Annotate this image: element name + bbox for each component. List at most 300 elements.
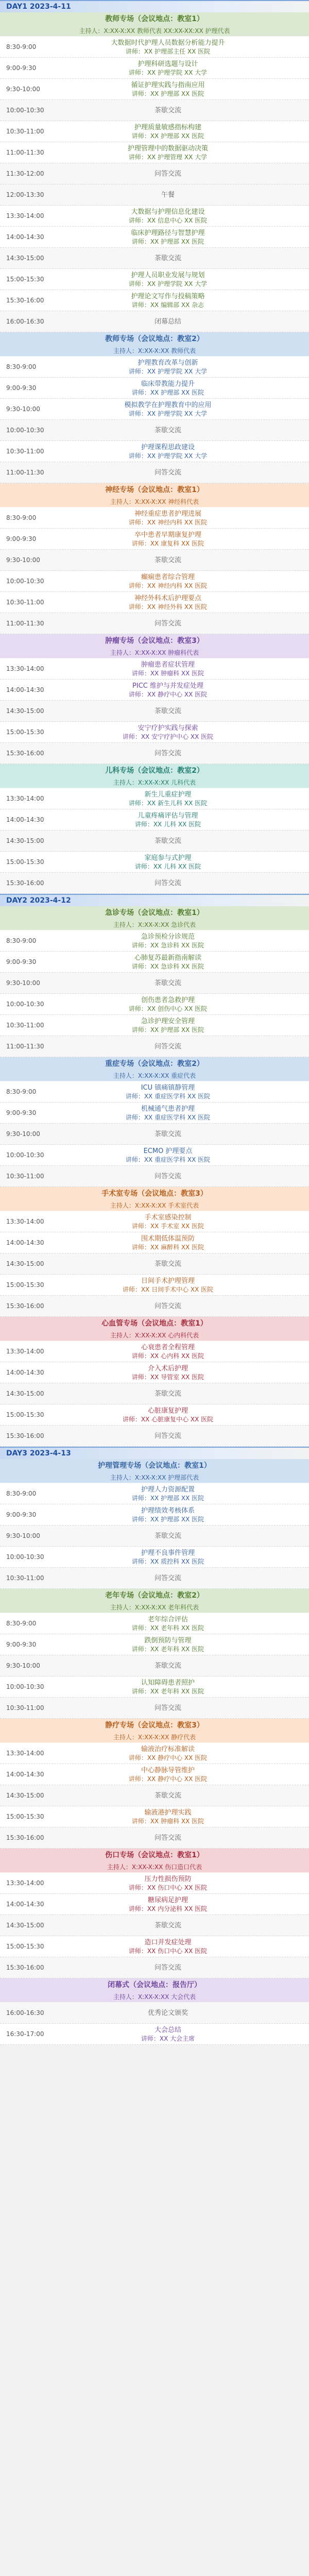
- agenda-topic: 肿瘤患者症状管理: [141, 660, 195, 669]
- agenda-topic: 优秀论文颁奖: [147, 2009, 188, 2017]
- agenda-row: [0, 550, 309, 571]
- agenda-topic: 造口并发症处理: [144, 1938, 192, 1946]
- agenda-speaker: 讲师：XX 护理部 XX 医院: [131, 1494, 204, 1502]
- time-slot: 15:00-15:30: [6, 728, 44, 736]
- agenda-row: [0, 248, 309, 269]
- session-title: 重症专场（会议地点：教室2）: [0, 1057, 309, 1071]
- agenda-row: [0, 37, 309, 58]
- agenda-content: [63, 1213, 309, 1230]
- agenda-content: [63, 619, 309, 628]
- agenda-speaker: 讲师：XX 护理部 XX 医院: [131, 1026, 204, 1033]
- agenda-topic: 问答交流: [154, 468, 181, 477]
- agenda-row: [0, 163, 309, 184]
- time-slot: 10:00-10:30: [6, 1001, 44, 1008]
- agenda-speaker: 讲师：XX 护理部 XX 医院: [131, 238, 204, 245]
- time-slot: 9:30-10:00: [6, 979, 40, 987]
- agenda-row: [0, 701, 309, 722]
- agenda-content: [63, 229, 309, 246]
- agenda-topic: 茶歇交流: [154, 426, 181, 434]
- agenda-row: [0, 79, 309, 100]
- time-slot: 14:00-14:30: [6, 816, 44, 823]
- agenda-topic: 问答交流: [154, 1432, 181, 1440]
- agenda-content: [63, 933, 309, 950]
- agenda-row: [0, 1036, 309, 1057]
- agenda-topic: 问答交流: [154, 1574, 181, 1582]
- agenda-topic: 问答交流: [154, 1172, 181, 1180]
- agenda-topic: 问答交流: [154, 1704, 181, 1712]
- agenda-topic: 茶歇交流: [154, 1260, 181, 1268]
- agenda-row: [0, 1124, 309, 1145]
- day-header: DAY2 2023-4-12: [0, 894, 309, 906]
- agenda-content: [63, 1506, 309, 1523]
- agenda-row: [0, 1145, 309, 1166]
- agenda-content: [63, 1172, 309, 1181]
- agenda-topic: 问答交流: [154, 879, 181, 887]
- agenda-speaker: 讲师：XX 护理管理 XX 大学: [128, 153, 208, 161]
- session-title: 教师专场（会议地点：教室1）: [0, 12, 309, 26]
- agenda-topic: 护理人力资源配置: [141, 1485, 195, 1494]
- agenda-topic: ICU 镇痛镇静管理: [141, 1083, 195, 1092]
- session-host: 主持人：X:XX-X:XX 教师代表: [0, 346, 309, 357]
- time-slot: 10:30-11:00: [6, 1173, 44, 1180]
- agenda-content: [63, 1808, 309, 1825]
- time-slot: 8:30-9:00: [6, 514, 37, 521]
- time-slot: 10:00-10:30: [6, 1683, 44, 1690]
- agenda-row: [0, 1296, 309, 1317]
- time-slot: 8:30-9:00: [6, 937, 37, 944]
- agenda-speaker: 讲师：XX 神经内科 XX 医院: [128, 582, 208, 589]
- agenda-content: [63, 359, 309, 376]
- agenda-speaker: 讲师：XX 导管室 XX 医院: [131, 1373, 204, 1381]
- agenda-row: [0, 1634, 309, 1655]
- agenda-topic: 茶歇交流: [154, 1130, 181, 1138]
- agenda-speaker: 讲师：XX 重症医学科 XX 医院: [125, 1092, 211, 1100]
- agenda-topic: 介入术后护理: [147, 1364, 188, 1372]
- agenda-row: [0, 1698, 309, 1719]
- agenda-row: [0, 1568, 309, 1589]
- agenda-row: [0, 831, 309, 852]
- time-slot: 9:00-9:30: [6, 958, 37, 965]
- agenda-speaker: 讲师：XX 急诊科 XX 医院: [131, 941, 204, 949]
- agenda-row: [0, 121, 309, 142]
- time-slot: 14:30-15:00: [6, 1260, 44, 1267]
- session-title: 手术室专场（会议地点：教室3）: [0, 1187, 309, 1200]
- time-slot: 11:00-11:30: [6, 620, 44, 627]
- agenda-topic: 护理人员职业发展与规划: [131, 271, 205, 279]
- agenda-topic: 问答交流: [154, 1042, 181, 1050]
- session-host: 主持人：X:XX-X:XX 重症代表: [0, 1071, 309, 1081]
- agenda-speaker: 讲师：XX 护理部 XX 医院: [131, 1515, 204, 1523]
- day-header: DAY3 2023-4-13: [0, 1447, 309, 1459]
- agenda-content: [63, 317, 309, 326]
- agenda-content: [63, 1406, 309, 1423]
- agenda-topic: 心脏康复护理: [147, 1406, 188, 1415]
- session-title: 护理管理专场（会议地点：教室1）: [0, 1459, 309, 1472]
- time-slot: 13:30-14:00: [6, 1348, 44, 1355]
- agenda-speaker: 讲师：XX 康复科 XX 医院: [131, 539, 204, 547]
- agenda-content: [63, 1549, 309, 1566]
- agenda-topic: 安宁疗护实践与探索: [138, 724, 198, 732]
- time-slot: 11:00-11:30: [6, 149, 44, 156]
- agenda-content: [63, 1704, 309, 1713]
- time-slot: 13:30-14:00: [6, 795, 44, 802]
- time-slot: 13:30-14:00: [6, 1750, 44, 1757]
- agenda-topic: 护理绩效考核体系: [141, 1506, 195, 1515]
- agenda-speaker: 讲师：XX 伤口中心 XX 医院: [128, 1884, 208, 1891]
- agenda-topic: 护理课程思政建设: [141, 443, 195, 451]
- agenda-speaker: 讲师：XX 神经内科 XX 医院: [128, 518, 208, 526]
- agenda-row: [0, 1526, 309, 1547]
- agenda-content: [63, 1343, 309, 1360]
- agenda-row: [0, 1211, 309, 1232]
- agenda-topic: 新生儿重症护理: [144, 790, 192, 799]
- agenda-speaker: 讲师：XX 护理学院 XX 大学: [128, 280, 208, 287]
- session-host: 主持人：X:XX-X:XX 急诊代表: [0, 920, 309, 930]
- agenda-topic: 闭幕总结: [154, 317, 181, 326]
- agenda-content: [63, 426, 309, 435]
- agenda-speaker: 讲师：XX 重症医学科 XX 医院: [125, 1113, 211, 1121]
- session-host: 主持人：X:XX-X:XX 肿瘤科代表: [0, 648, 309, 658]
- time-slot: 15:30-16:00: [6, 750, 44, 757]
- agenda-topic: 问答交流: [154, 1834, 181, 1842]
- agenda-speaker: 讲师：XX 老年科 XX 医院: [131, 1624, 204, 1632]
- agenda-speaker: 讲师：XX 儿科 XX 医院: [134, 862, 201, 870]
- agenda-content: [63, 1147, 309, 1164]
- agenda-row: [0, 994, 309, 1015]
- agenda-row: [0, 1957, 309, 1978]
- agenda-row: [0, 1383, 309, 1404]
- agenda-content: [63, 1485, 309, 1502]
- agenda-topic: 认知障碍患者照护: [141, 1679, 195, 1687]
- agenda-content: [63, 1277, 309, 1294]
- agenda-topic: 老年综合评估: [147, 1615, 188, 1623]
- agenda-row: [0, 1936, 309, 1957]
- time-slot: 14:00-14:30: [6, 686, 44, 693]
- agenda-topic: 家庭参与式护理: [144, 854, 192, 862]
- agenda-speaker: 讲师：XX 护理部 XX 医院: [131, 90, 204, 97]
- agenda-topic: 输液港护理实践: [144, 1808, 192, 1817]
- agenda-topic: 茶歇交流: [154, 556, 181, 564]
- time-slot: 10:30-11:00: [6, 128, 44, 135]
- agenda-topic: PICC 维护与并发症处理: [132, 682, 203, 690]
- agenda-content: [63, 208, 309, 225]
- agenda-topic: 大数据时代护理人员数据分析能力提升: [111, 39, 225, 47]
- time-slot: 9:30-10:00: [6, 556, 40, 564]
- agenda-content: [63, 837, 309, 845]
- time-slot: 11:00-11:30: [6, 1043, 44, 1050]
- agenda-content: [63, 1921, 309, 1930]
- agenda-speaker: 讲师：XX 日间手术中心 XX 医院: [122, 1285, 214, 1293]
- time-slot: 8:30-9:00: [6, 1620, 37, 1627]
- agenda-row: [0, 1743, 309, 1764]
- agenda-content: [63, 2026, 309, 2043]
- agenda-row: [0, 1404, 309, 1426]
- time-slot: 15:00-15:30: [6, 1411, 44, 1418]
- agenda-row: [0, 1655, 309, 1676]
- agenda-topic: 茶歇交流: [154, 707, 181, 715]
- agenda-topic: 模拟教学在护理教育中的应用: [124, 401, 212, 409]
- agenda-row: [0, 1103, 309, 1124]
- agenda-content: [63, 573, 309, 590]
- time-slot: 14:00-14:30: [6, 1771, 44, 1778]
- session-host: 主持人：X:XX-X:XX 手术室代表: [0, 1200, 309, 1211]
- agenda-row: [0, 441, 309, 462]
- agenda-row: [0, 142, 309, 163]
- agenda-content: [63, 123, 309, 140]
- agenda-topic: 癫痫患者综合管理: [141, 573, 195, 581]
- agenda-content: [63, 170, 309, 178]
- agenda-topic: 茶歇交流: [154, 1921, 181, 1929]
- agenda-content: [63, 1615, 309, 1632]
- agenda-topic: 心衰患者全程管理: [141, 1343, 195, 1351]
- agenda-speaker: 讲师：XX 心脏康复中心 XX 医院: [122, 1415, 214, 1423]
- agenda-row: [0, 184, 309, 206]
- time-slot: 10:00-10:30: [6, 578, 44, 585]
- time-slot: 9:30-10:00: [6, 405, 40, 413]
- agenda-topic: 护理论文写作与投稿策略: [131, 292, 205, 300]
- time-slot: 15:00-15:30: [6, 1943, 44, 1950]
- agenda-topic: 茶歇交流: [154, 254, 181, 262]
- agenda-content: [63, 191, 309, 199]
- time-slot: 13:30-14:00: [6, 212, 44, 219]
- time-slot: 11:30-12:00: [6, 170, 44, 177]
- agenda-row: [0, 930, 309, 952]
- agenda-speaker: 讲师：XX 编辑部 XX 杂志: [131, 301, 204, 309]
- session-host: 主持人：X:XX-X:XX 儿科代表: [0, 777, 309, 788]
- agenda-row: [0, 2003, 309, 2024]
- time-slot: 10:00-10:30: [6, 1151, 44, 1159]
- time-slot: 13:30-14:00: [6, 1879, 44, 1887]
- agenda-speaker: 讲师：XX 创伤中心 XX 医院: [128, 1005, 208, 1012]
- agenda-row: [0, 462, 309, 483]
- agenda-speaker: 讲师：XX 静疗中心 XX 医院: [128, 690, 208, 698]
- agenda-content: [63, 401, 309, 418]
- time-slot: 16:30-17:00: [6, 2030, 44, 2038]
- time-slot: 9:30-10:00: [6, 86, 40, 93]
- time-slot: 8:30-9:00: [6, 1490, 37, 1497]
- agenda-row: [0, 1827, 309, 1849]
- agenda-content: [63, 1636, 309, 1653]
- agenda-content: [63, 468, 309, 477]
- day-header: DAY1 2023-4-11: [0, 0, 309, 12]
- agenda-topic: 卒中患者早期康复护理: [134, 531, 201, 539]
- session-host: 主持人：X:XX-X:XX 老年科代表: [0, 1602, 309, 1613]
- time-slot: 15:30-16:00: [6, 1432, 44, 1439]
- time-slot: 8:30-9:00: [6, 43, 37, 50]
- time-slot: 15:30-16:00: [6, 879, 44, 887]
- agenda-topic: 茶歇交流: [154, 106, 181, 114]
- time-slot: 9:00-9:30: [6, 535, 37, 543]
- agenda-topic: 大会总结: [154, 2026, 181, 2034]
- agenda-topic: 神经重症患者护理进展: [134, 510, 201, 518]
- agenda-content: [63, 749, 309, 758]
- agenda-speaker: 讲师：XX 护理学院 XX 大学: [128, 452, 208, 460]
- time-slot: 9:00-9:30: [6, 1109, 37, 1116]
- agenda-speaker: 讲师：XX 护理学院 XX 大学: [128, 69, 208, 76]
- agenda-topic: 问答交流: [154, 1963, 181, 1972]
- agenda-content: [63, 854, 309, 871]
- time-slot: 10:30-11:00: [6, 1704, 44, 1711]
- time-slot: 14:30-15:00: [6, 1792, 44, 1799]
- session-title: 静疗专场（会议地点：教室3）: [0, 1719, 309, 1732]
- agenda-row: [0, 529, 309, 550]
- agenda-content: [63, 1432, 309, 1440]
- agenda-topic: 糖尿病足护理: [147, 1896, 188, 1904]
- agenda-speaker: 讲师：XX 手术室 XX 医院: [131, 1222, 204, 1230]
- time-slot: 15:00-15:30: [6, 276, 44, 283]
- agenda-content: [63, 1938, 309, 1955]
- agenda-topic: 问答交流: [154, 1302, 181, 1310]
- agenda-row: [0, 290, 309, 311]
- agenda-row: [0, 378, 309, 399]
- agenda-speaker: 讲师：XX 重症医学科 XX 医院: [125, 1156, 211, 1163]
- agenda-row: [0, 1166, 309, 1187]
- time-slot: 8:30-9:00: [6, 1088, 37, 1095]
- agenda-row: [0, 1785, 309, 1806]
- agenda-content: [63, 60, 309, 77]
- time-slot: 14:30-15:00: [6, 1922, 44, 1929]
- time-slot: 9:00-9:30: [6, 64, 37, 72]
- agenda-content: [63, 1105, 309, 1122]
- time-slot: 15:00-15:30: [6, 858, 44, 866]
- agenda-speaker: 讲师：XX 静疗中心 XX 医院: [128, 1775, 208, 1783]
- session-host: 主持人：X:XX-X:XX 心内科代表: [0, 1330, 309, 1341]
- time-slot: 10:00-10:30: [6, 1553, 44, 1561]
- agenda-topic: 儿童疼痛评估与管理: [138, 811, 198, 820]
- agenda-content: [63, 144, 309, 161]
- agenda-content: [63, 1662, 309, 1670]
- agenda-topic: 循证护理实践与指南应用: [131, 81, 205, 89]
- agenda-topic: 茶歇交流: [154, 1662, 181, 1670]
- agenda-content: [63, 556, 309, 565]
- agenda-row: [0, 680, 309, 701]
- agenda-content: [63, 1963, 309, 1972]
- agenda-content: [63, 254, 309, 263]
- time-slot: 9:00-9:30: [6, 1641, 37, 1648]
- agenda-row: [0, 852, 309, 873]
- agenda-topic: 茶歇交流: [154, 1791, 181, 1800]
- agenda-row: [0, 58, 309, 79]
- agenda-row: [0, 100, 309, 121]
- agenda-content: [63, 1017, 309, 1034]
- time-slot: 11:00-11:30: [6, 469, 44, 476]
- session-title: 神经专场（会议地点：教室1）: [0, 483, 309, 497]
- time-slot: 15:30-16:00: [6, 1964, 44, 1971]
- agenda-row: [0, 399, 309, 420]
- session-title: 老年专场（会议地点：教室2）: [0, 1589, 309, 1602]
- agenda-topic: 茶歇交流: [154, 837, 181, 845]
- agenda-topic: 日间手术护理管理: [141, 1277, 195, 1285]
- agenda-row: [0, 1873, 309, 1894]
- agenda-topic: 茶歇交流: [154, 1532, 181, 1540]
- agenda-speaker: 讲师：XX 护理学院 XX 大学: [128, 367, 208, 375]
- time-slot: 10:30-11:00: [6, 1022, 44, 1029]
- agenda-topic: 大数据与护理信息化建设: [131, 208, 205, 216]
- agenda-row: [0, 1015, 309, 1036]
- agenda-content: [63, 106, 309, 115]
- agenda-content: [63, 1130, 309, 1139]
- agenda-row: [0, 420, 309, 441]
- agenda-row: [0, 357, 309, 378]
- agenda-row: [0, 1483, 309, 1504]
- agenda-content: [63, 1389, 309, 1398]
- agenda-row: [0, 206, 309, 227]
- agenda-speaker: 讲师：XX 伤口中心 XX 医院: [128, 1947, 208, 1955]
- time-slot: 15:30-16:00: [6, 1834, 44, 1841]
- agenda-topic: 跌倒预防与管理: [144, 1636, 192, 1645]
- agenda-topic: 茶歇交流: [154, 1389, 181, 1398]
- agenda-topic: 急诊预检分诊规范: [141, 933, 195, 941]
- agenda-row: [0, 658, 309, 680]
- agenda-content: [63, 954, 309, 971]
- agenda-row: [0, 1081, 309, 1103]
- agenda-speaker: 讲师：XX 麻醉科 XX 医院: [131, 1243, 204, 1251]
- agenda-row: [0, 743, 309, 764]
- time-slot: 14:00-14:30: [6, 233, 44, 241]
- agenda-row: [0, 1426, 309, 1447]
- agenda-topic: 护理科研选题与设计: [138, 60, 198, 68]
- session-host: 主持人：X:XX-X:XX 大会代表: [0, 1992, 309, 2003]
- session-title: 肿瘤专场（会议地点：教室3）: [0, 634, 309, 648]
- agenda-content: [63, 660, 309, 677]
- agenda-row: [0, 1894, 309, 1915]
- agenda-content: [63, 380, 309, 397]
- agenda-speaker: 讲师：XX 心内科 XX 医院: [131, 1352, 204, 1360]
- time-slot: 9:00-9:30: [6, 384, 37, 392]
- session-host: 主持人：X:XX-X:XX 教师代表 XX:XX-XX:XX 护理代表: [0, 26, 309, 37]
- agenda-topic: 茶歇交流: [154, 979, 181, 987]
- agenda-content: [63, 1042, 309, 1051]
- agenda-content: [63, 1834, 309, 1842]
- agenda-topic: 围术期低体温预防: [141, 1234, 195, 1243]
- agenda-row: [0, 873, 309, 894]
- agenda-topic: 神经外科术后护理要点: [134, 594, 201, 602]
- agenda-speaker: 讲师：XX 老年科 XX 医院: [131, 1645, 204, 1653]
- time-slot: 13:30-14:00: [6, 665, 44, 672]
- agenda-topic: 中心静脉导管维护: [141, 1766, 195, 1774]
- agenda-row: [0, 227, 309, 248]
- agenda-content: [63, 1083, 309, 1100]
- time-slot: 10:00-10:30: [6, 427, 44, 434]
- session-host: 主持人：X:XX-X:XX 护理部代表: [0, 1472, 309, 1483]
- time-slot: 15:00-15:30: [6, 1813, 44, 1820]
- agenda-speaker: 讲师：XX 信息中心 XX 医院: [128, 216, 208, 224]
- agenda-row: [0, 722, 309, 743]
- agenda-topic: 临床护理路径与智慧护理: [131, 229, 205, 237]
- agenda-speaker: 讲师：XX 护理部主任 XX 医院: [125, 47, 211, 55]
- agenda-content: [63, 811, 309, 828]
- agenda-speaker: 讲师：XX 内分泌科 XX 医院: [128, 1905, 208, 1912]
- time-slot: 15:30-16:00: [6, 297, 44, 304]
- agenda-topic: 创伤患者急救护理: [141, 996, 195, 1004]
- agenda-topic: 急诊护理安全管理: [141, 1017, 195, 1025]
- agenda-topic: 问答交流: [154, 749, 181, 757]
- agenda-row: [0, 269, 309, 290]
- time-slot: 16:00-16:30: [6, 318, 44, 325]
- agenda-speaker: 讲师：XX 肿瘤科 XX 医院: [131, 669, 204, 677]
- time-slot: 14:30-15:00: [6, 837, 44, 844]
- agenda-topic: 手术室感染控制: [144, 1213, 192, 1222]
- time-slot: 10:30-11:00: [6, 448, 44, 455]
- time-slot: 9:00-9:30: [6, 1511, 37, 1518]
- agenda-content: [63, 510, 309, 527]
- agenda-content: [63, 1791, 309, 1800]
- agenda-row: [0, 2024, 309, 2045]
- agenda-row: [0, 571, 309, 592]
- agenda-topic: 压力性损伤预防: [144, 1875, 192, 1883]
- agenda-content: [63, 682, 309, 699]
- agenda-content: [63, 1875, 309, 1892]
